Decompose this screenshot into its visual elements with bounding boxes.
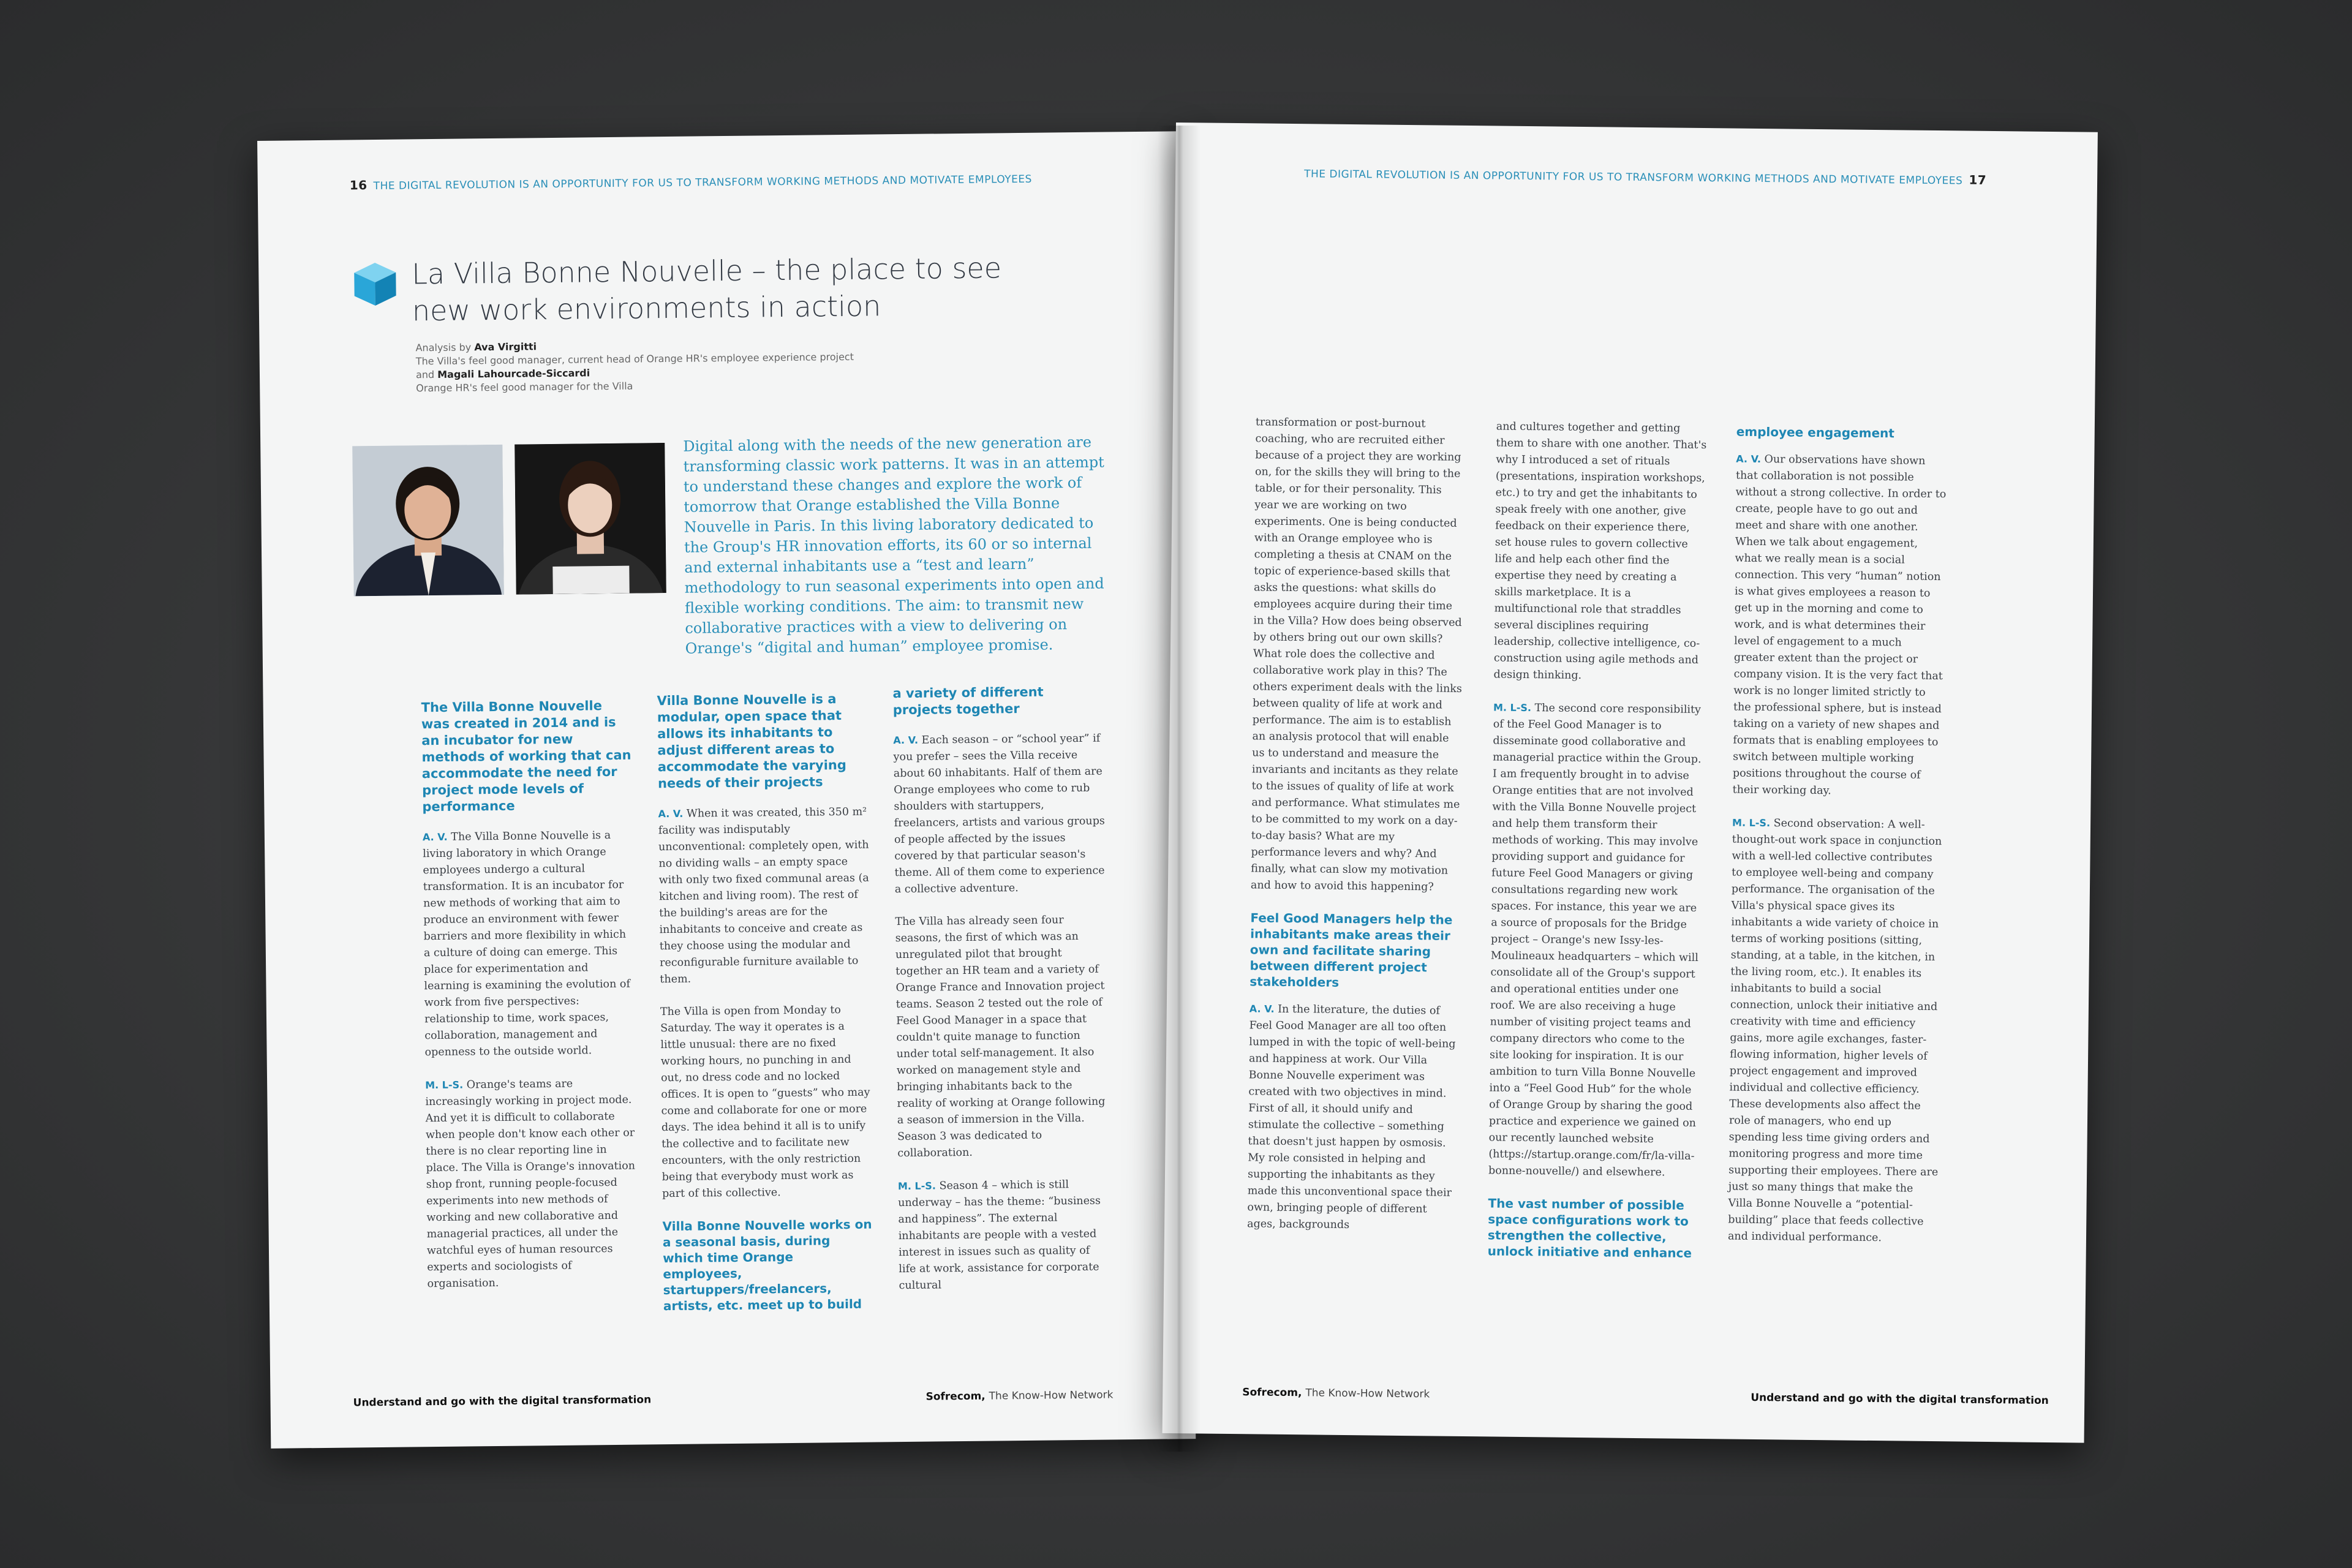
article-title: La Villa Bonne Nouvelle – the place to see new work environments in action xyxy=(412,251,1002,328)
left-column-3 xyxy=(892,684,1110,1311)
right-col2-paragraph-2: The second core responsibility of the Feel Good Manager is to disseminate good collaborative and managerial practice within the Group. I am frequently brought in to advise Orange entities that are not involved with the Villa Bonne Nouvelle project and help them transform their methods of working. This may involve providing support and guidance for future Feel Good Managers or giving consultations regarding new work spaces. For instance, this year we are a source of proposals for the Bridge project – Orange's new Issy-les-Moulineaux headquarters – which will consolidate all of the Group's support and operational entities under one roof. We are also receiving a huge number of visiting project teams and company directors who come to the site looking for inspiration. It is our ambition to turn Villa Bonne Nouvelle into a “Feel Good Hub” for the whole of Orange Group by sharing the good practice and experience we gained on our recently launched website (https://startup.orange.com/fr/la-villa-bonne-nouvelle/) and elsewhere. xyxy=(1488,702,1702,1179)
left-footer-brand: Sofrecom, xyxy=(925,1390,986,1403)
col1-paragraph-2: Orange's teams are increasingly working in project mode. And yet it is difficult to collaborate when people don't know each other or there is no clear reporting line in place. The Villa is Orange's innovation shop front, running people-focused experiments into new methods of working and new collaborative and managerial practices, all under the watchful eyes of human resources experts and sociologists of organisation. xyxy=(425,1077,636,1291)
right-col2-subheading: The vast number of possible space configurations work to strengthen the collective, unlock initiative and enhance xyxy=(1487,1196,1692,1261)
speaker-mls: M. L-S. xyxy=(1493,701,1532,714)
right-col3-paragraph-2: Second observation: A well-thought-out work space in conjunction with a well-led collective contributes to employee well-being and company performance. The organisation of the Villa's physical space gives its inhabitants a wide variety of choice in terms of working positions (sitting, standing, at a table, in the kitchen, in the living room, etc.). It enables its inhabitants to build a social connection, unlock their initiative and creativity with time and efficiency gains, more agile exchanges, faster-flowing information, higher levels of project engagement and improved individual and collective efficiency. These developments also affect the role of managers, who end up spending less time giving orders and monitoring progress and more time supporting their employees. There are just so many things that make the Villa Bonne Nouvelle a “potential-building” place that feeds collective and individual performance. xyxy=(1727,817,1942,1245)
left-column-1 xyxy=(421,698,639,1309)
left-running-head xyxy=(344,171,1032,193)
right-col3-paragraph-1: Our observations have shown that collaboration is not possible without a strong collective. In order to create, people have to go out and meet and share with one another. When we talk about engagement, what we really mean is a social connection. This very “human” notion is what gives employees a reason to get up in the morning and come to work, and is what determines their level of engagement to a much greater extent than the project or company vision. It is the very fact that work is no longer limited strictly to the professional sphere, but is instead taking on a variety of new shapes and formats that is enabling employees to switch between multiple working positions throughout the course of their working day. xyxy=(1732,453,1947,797)
left-page xyxy=(257,131,1196,1449)
book-gutter xyxy=(1158,126,1200,1452)
col2-paragraph-1: When it was created, this 350 m² facility was indisputably unconventional: completely open, with no dividing walls – an empty space with only two fixed communal areas (a kitchen and living room). The rest of the building's areas are for the inhabitants to conceive and create as they choose using the modular and reconfigurable furniture available to them. xyxy=(658,805,869,986)
left-footer-right xyxy=(925,1389,1113,1403)
right-running-head-text: THE DIGITAL REVOLUTION IS AN OPPORTUNITY FOR US TO TRANSFORM WORKING METHODS AND MOTIVATE EMPLOYEES xyxy=(1304,168,1963,187)
col3-paragraph-2: The Villa has already seen four seasons, the first of which was an unregulated pilot that brought together an HR team and a variety of Orange France and Innovation project teams. Season 2 tested out the role of Feel Good Manager in a space that couldn't quite manage to function under total self-management. It also worked on management style and bringing inhabitants back to the reality of working at Orange following a season of immersion in the Villa. Season 3 was dedicated to collaboration. xyxy=(895,914,1106,1160)
col1-lead: The Villa Bonne Nouvelle was created in 2014 and is an incubator for new methods of working that can accommodate the need for project mode levels of performance xyxy=(421,698,631,815)
intro-paragraph: Digital along with the needs of the new generation are transforming classic work patterns. It was in an attempt to understand these changes and explore the work of tomorrow that Orange established the Villa Bonne Nouvelle in Paris. In this living laboratory dedicated to the Group's HR innovation efforts, its 60 or so internal and external inhabitants use a “test and learn” methodology to run seasonal experiments into open and flexible working conditions. The aim: to transmit new collaborative practices with a view to delivering on Orange's “digital and human” employee promise. xyxy=(683,433,1104,657)
right-page-number: 17 xyxy=(1969,172,1987,187)
speaker-av: A. V. xyxy=(1736,453,1762,466)
left-footer-left: Understand and go with the digital transformation xyxy=(353,1393,652,1409)
byline-and: and xyxy=(415,368,438,381)
speaker-av: A. V. xyxy=(1249,1003,1275,1015)
left-running-head-text: THE DIGITAL REVOLUTION IS AN OPPORTUNITY FOR US TO TRANSFORM WORKING METHODS AND MOTIVATE EMPLOYEES xyxy=(373,173,1032,193)
right-running-head xyxy=(1304,165,1992,187)
speaker-av: A. V. xyxy=(658,807,684,820)
speaker-av: A. V. xyxy=(893,734,919,747)
speaker-mls: M. L-S. xyxy=(1732,816,1771,829)
left-page-number: 16 xyxy=(349,178,368,193)
author-2-role: Orange HR's feel good manager for the Villa xyxy=(416,380,633,394)
right-col1-paragraph-2: In the literature, the duties of Feel Good Manager are all too often lumped in with the topic of well-being and happiness at work. Our Villa Bonne Nouvelle experiment was created with two objectives in mind. First of all, it should unify and stimulate the collective – something that doesn't just happen by osmosis. My role consisted in helping and supporting the inhabitants as they made this unconventional space their own, bringing people of different ages, backgrounds xyxy=(1247,1003,1456,1232)
col1-paragraph-1: The Villa Bonne Nouvelle is a living laboratory in which Orange employees undergo a cultural transformation. It is an incubator for new methods of working that aim to produce an environment with fewer barriers and more flexibility in which a culture of doing can emerge. This place for experimentation and learning is examining the evolution of work from five perspectives: relationship to time, work spaces, collaboration, management and openness to the outside world. xyxy=(423,829,630,1059)
byline-prefix: Analysis by xyxy=(415,341,475,354)
col2-subheading: Villa Bonne Nouvelle works on a seasonal basis, during which time Orange employees, startuppers/freelancers, artists, etc. meet up to build xyxy=(662,1216,872,1314)
col3-paragraph-3: Season 4 – which is still underway – has the theme: “business and happiness”. The external inhabitants are people with a vested interest in issues such as quality of life at work, assistance for corporate cultural xyxy=(898,1178,1101,1292)
portrait-photo-magali xyxy=(514,443,666,595)
author-1-role: The Villa's feel good manager, current head of Orange HR's employee experience project xyxy=(415,350,854,368)
col2-paragraph-2: The Villa is open from Monday to Saturday. The way it operates is a little unusual: there are no fixed working hours, no punching in and out, no dress code and no locked offices. It is open to “guests” who may come and collaborate for one or more days. The idea behind it all is to unify the collective and to facilitate new encounters, with the only restriction being that everybody must work as part of this collective. xyxy=(660,1004,870,1200)
byline xyxy=(415,336,967,395)
right-footer-right: Understand and go with the digital transformation xyxy=(1751,1391,2049,1408)
col3-paragraph-1: Each season – or “school year” if you prefer – sees the Villa receive about 60 inhabitants. Half of them are Orange employees who come to rub shoulders with startuppers, freelancers, artists and various groups of people affected by the issues covered by that particular season's theme. All of them come to experience a collective adventure. xyxy=(893,732,1105,896)
col2-lead: Villa Bonne Nouvelle is a modular, open space that allows its inhabitants to adjust different areas to accommodate the varying needs of their projects xyxy=(657,692,846,791)
right-footer-left xyxy=(1242,1386,1430,1400)
col3-lead: a variety of different projects together xyxy=(892,684,1044,718)
cube-icon xyxy=(350,259,400,309)
right-footer-tagline: The Know-How Network xyxy=(1305,1387,1430,1401)
right-col2-paragraph-1: and cultures together and getting them to share with one another. That's why I introduced a set of rituals (presentations, inspiration workshops, etc.) to try and get the inhabitants to speak freely with one another, give feedback on their experience there, set house rules to govern collective life and help each other find the expertise they need by creating a skills marketplace. It is a multifunctional role that straddles several disciplines requiring leadership, collective intelligence, co-construction using agile methods and design thinking. xyxy=(1493,420,1707,682)
speaker-mls: M. L-S. xyxy=(425,1079,464,1091)
right-column-3 xyxy=(1728,424,1948,1264)
right-col1-paragraph-1: transformation or post-burnout coaching, who are recruited either because of a project they are working on, for the skills they will bring to the table, or for their personality. This year we are working on two experiments. One is being conducted with an Orange employee who is completing a thesis at CNAM on the topic of experience-based skills that asks the questions: what skills do employees acquire during their time in the Villa? How does being observed by others bring out our own skills? What role does the collective and collaborative work play in this? The others experiment deals with the links between quality of life at work and performance. The aim is to establish an analysis protocol that will enable us to understand and measure the invariants and incitants as they relate to the issues of quality of life at work and performance. What stimulates me to be committed to my work on a day-to-day basis? What are my performance levers and why? And finally, what can slow my motivation and how to avoid this happening? xyxy=(1250,416,1462,894)
right-column-1 xyxy=(1247,414,1467,1251)
left-column-2 xyxy=(657,691,875,1325)
right-page xyxy=(1163,123,2098,1443)
right-footer-brand: Sofrecom, xyxy=(1242,1386,1302,1400)
right-col1-subheading: Feel Good Managers help the inhabitants make areas their own and facilitate sharing between different project stakeholders xyxy=(1250,910,1453,990)
left-footer-tagline: The Know-How Network xyxy=(989,1389,1114,1403)
author-2: Magali Lahourcade-Siccardi xyxy=(437,367,590,380)
speaker-av: A. V. xyxy=(422,831,448,843)
portrait-photo-ava xyxy=(352,445,504,597)
speaker-mls: M. L-S. xyxy=(897,1180,937,1193)
right-column-2 xyxy=(1487,419,1708,1273)
author-1: Ava Virgitti xyxy=(474,341,537,353)
right-col3-lead: employee engagement xyxy=(1736,424,1895,441)
